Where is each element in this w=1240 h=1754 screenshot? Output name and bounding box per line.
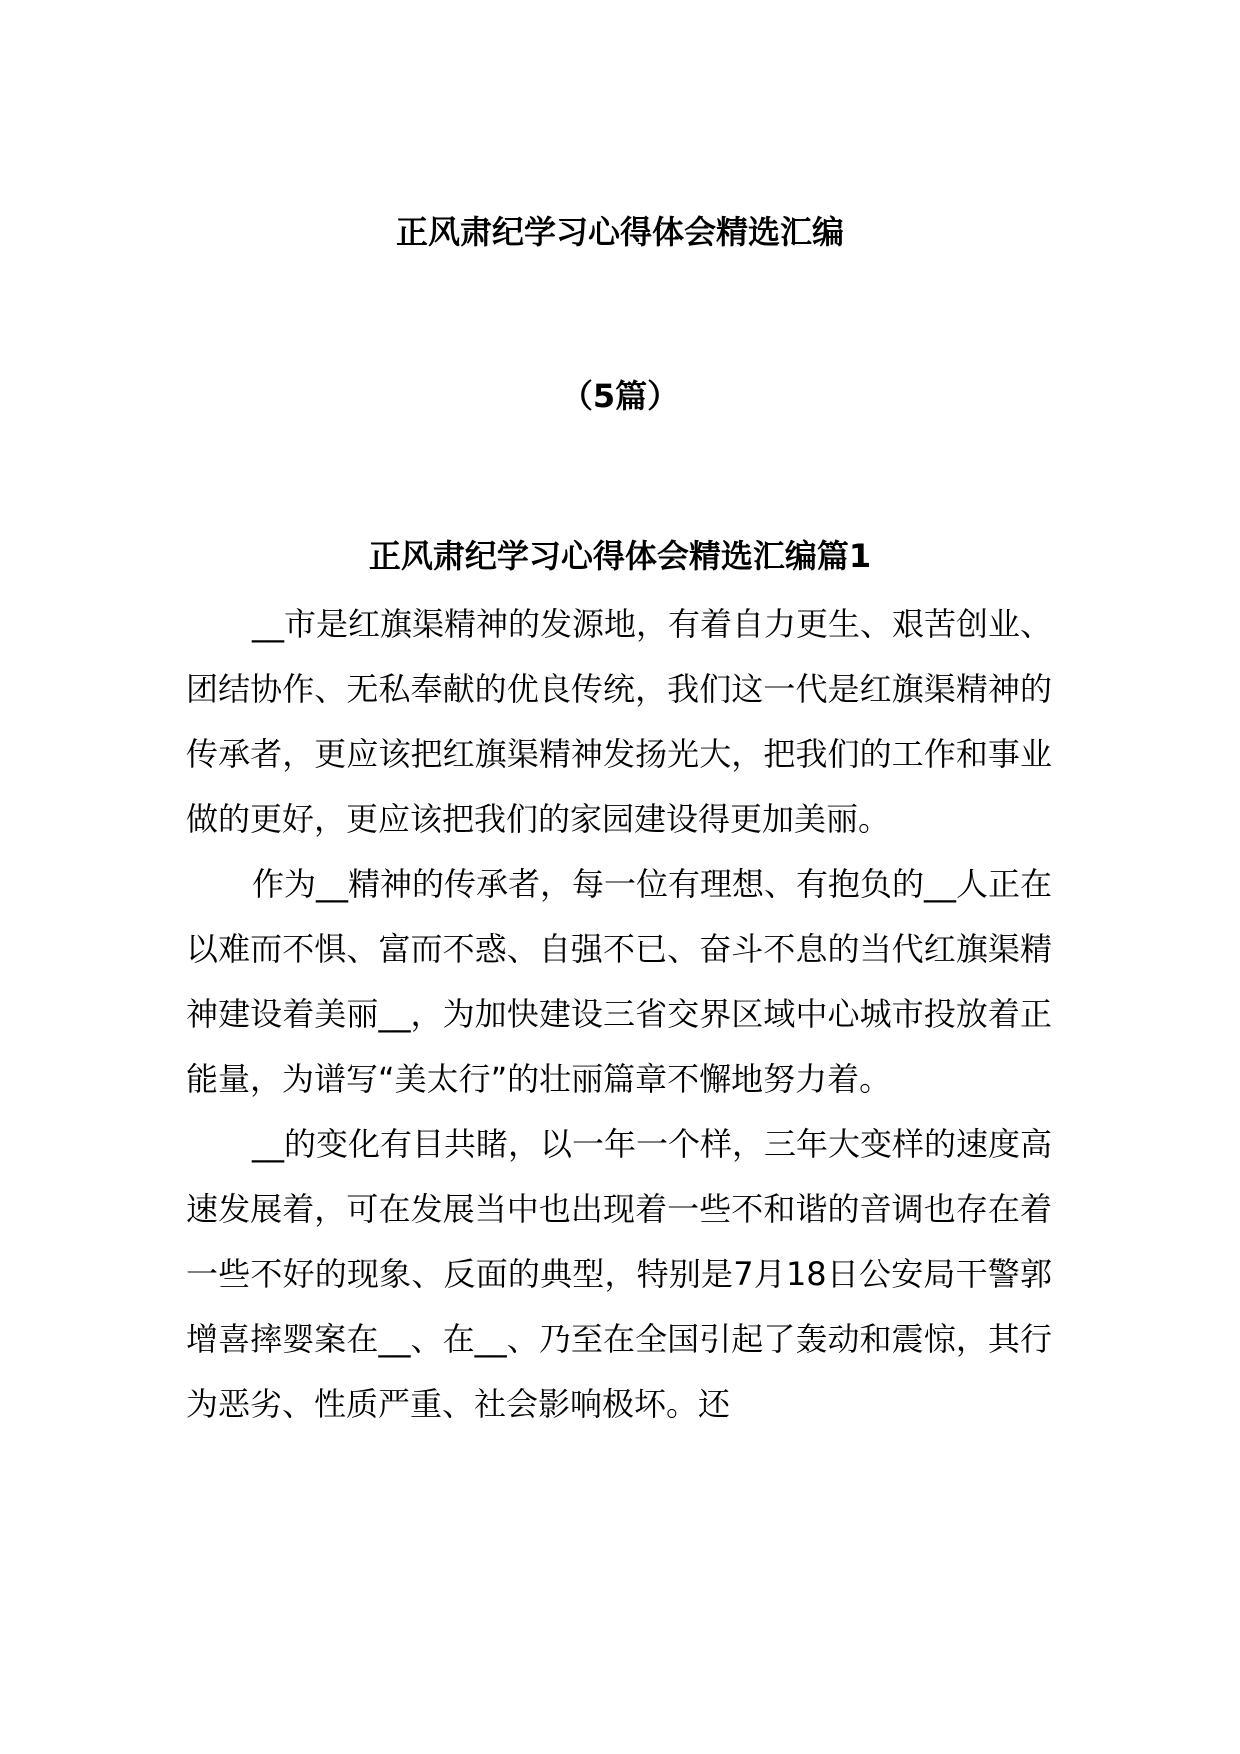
paragraph-3: __的变化有目共睹，以一年一个样，三年大变样的速度高速发展着，可在发展当中也出现着一些不和谐的音调也存在着一些不好的现象、反面的典型，特别是7月18日公安局干警郭增喜摔婴案在__、在__、乃至在全国引起了轰动和震惊，其行为恶劣、性质严重、社会影响极坏。还 — [186, 1125, 1053, 1423]
section-heading: 正风肃纪学习心得体会精选汇编篇1 — [368, 537, 872, 575]
document-title: 正风肃纪学习心得体会精选汇编 — [395, 213, 844, 251]
paragraph-2: 作为__精神的传承者，每一位有理想、有抱负的__人正在以难而不惧、富而不惑、自强不已、奋斗不息的当代红旗渠精神建设着美丽__，为加快建设三省交界区域中心城市投放着正能量，为谱写“美太行”的壮丽篇章不懈地努力着。 — [186, 865, 1053, 1098]
paragraph-1: __市是红旗渠精神的发源地，有着自力更生、艰苦创业、团结协作、无私奉献的优良传统，我们这一代是红旗渠精神的传承者，更应该把红旗渠精神发扬光大，把我们的工作和事业做的更好，更应该把我们的家园建设得更加美丽。 — [186, 605, 1053, 838]
document-subtitle: （5篇） — [560, 377, 680, 415]
document-body — [186, 592, 1052, 1437]
